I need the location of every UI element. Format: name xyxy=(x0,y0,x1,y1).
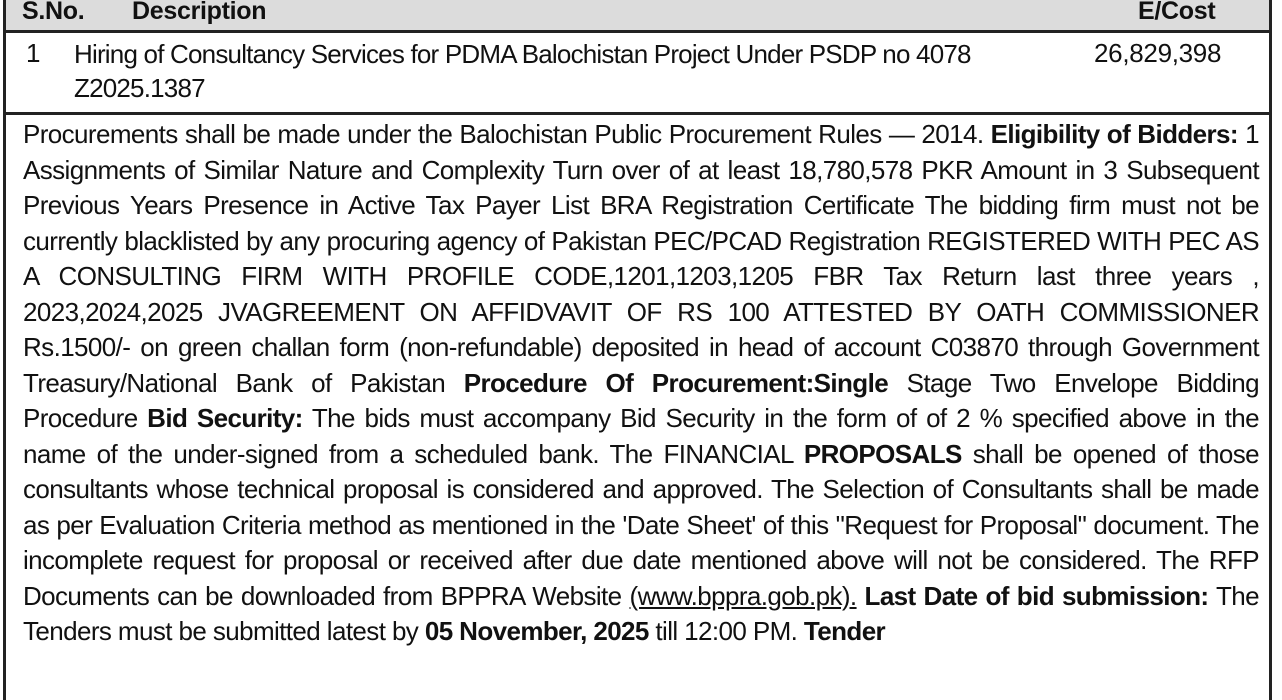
column-header-sno: S.No. xyxy=(22,0,85,25)
eligibility-label: Eligibility of Bidders: xyxy=(990,119,1238,149)
tender-label: Tender xyxy=(803,616,886,646)
deadline-date: 05 November, 2025 xyxy=(424,616,649,646)
last-date-label: Last Date of bid submission: xyxy=(856,580,1209,611)
table-row xyxy=(6,33,1269,115)
proposals-label: PROPOSALS xyxy=(803,438,962,469)
table-header-row xyxy=(6,0,1269,33)
bid-security-label: Bid Security: xyxy=(147,403,303,433)
bid-security-text: The bids must accompany Bid Security in the form of of 2 % specified above in the name of the under-signed from a scheduled bank. The FINANCIAL xyxy=(23,403,1260,469)
row-cost: 26,829,398 xyxy=(1094,38,1222,68)
notice-body xyxy=(23,117,1259,650)
row-sno: 1 xyxy=(26,38,41,68)
procedure-label: Procedure Of Procurement:Single xyxy=(463,367,889,398)
proposals-text: shall be opened of those consultants whose technical proposal is considered and approved. The Selection of Consultants shall be made as per Evaluation Criteria method as mentioned in the 'Date Sheet' of this "Request for Proposal" document. The incomplete request for proposal or received after due date mentioned above will not be considered. The RFP Documents can be downloaded from BPPRA Website xyxy=(23,438,1260,611)
column-header-description: Description xyxy=(132,0,267,25)
notice-intro: Procurements shall be made under the Balochistan Public Procurement Rules — 2014. xyxy=(23,119,991,149)
bppra-website-link[interactable]: (www.bppra.gob.pk). xyxy=(629,580,857,611)
row-description: Hiring of Consultancy Services for PDMA Balochistan Project Under PSDP no 4078 Z2025.1387 xyxy=(74,39,971,103)
deadline-time: till 12:00 PM. xyxy=(648,616,804,646)
tender-notice-frame xyxy=(3,0,1272,700)
procedure-text: Stage Two Envelope Bidding Procedure xyxy=(23,367,1259,433)
last-date-text: The Tenders must be submitted latest by xyxy=(23,580,1259,646)
eligibility-text: 1 Assignments of Similar Nature and Complexity Turn over of at least 18,780,578 PKR Amount in 3 Subsequent Previous Years Presence in Active Tax Payer List BRA Registration Certificate The bidding firm must not be currently blacklisted by any procuring agency of Pakistan PEC/PCAD Registration REGISTERED WITH PEC AS A CONSULTING FIRM WITH PROFILE CODE,1201,1203,1205 FBR Tax Return last three years , 2023,2024,2025 JVAGREEMENT ON AFFIDVAVIT OF RS 100 ATTESTED BY OATH COMMISSIONER Rs.1500/- on green challan form (non-refundable) deposited in head of account C03870 through Government Treasury/National Bank of Pakistan xyxy=(23,119,1260,398)
column-header-cost: E/Cost xyxy=(1138,0,1216,25)
